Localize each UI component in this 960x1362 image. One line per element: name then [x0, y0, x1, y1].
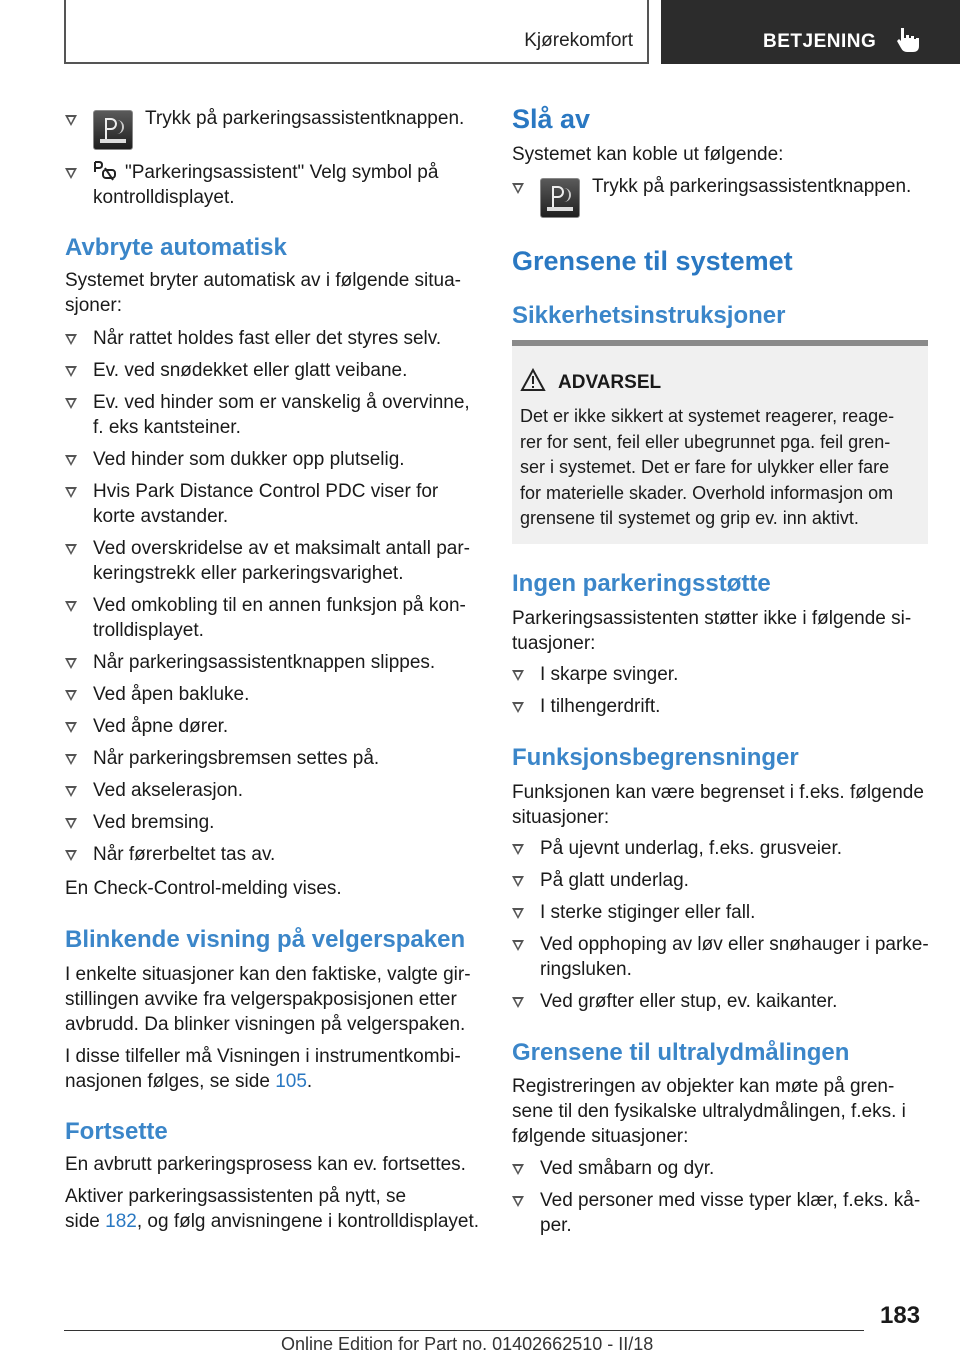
list-item-text: Ved akselerasjon.	[93, 780, 243, 801]
list-item	[65, 593, 480, 643]
right-column	[512, 0, 930, 1300]
bullet-triangle-icon	[65, 487, 77, 498]
list-item-text: Ved personer med visse typer klær, f.eks. kå-	[540, 1190, 921, 1211]
section-heading: Sikkerhetsinstruksjoner	[512, 302, 786, 329]
section-heading: Blinkende visning på velgerspaken	[65, 926, 466, 953]
list-item-text: På ujevnt underlag, f.eks. grusveier.	[540, 838, 843, 859]
bullet-triangle-icon	[65, 544, 77, 555]
list-item-text: Ved åpne dører.	[93, 716, 229, 737]
bullet-triangle-icon	[512, 183, 524, 194]
paragraph: Parkeringsassistenten støtter ikke i følgende si- tuasjoner:	[512, 608, 912, 654]
bullet-triangle-icon	[65, 818, 77, 829]
list-item-text: Ved bremsing.	[93, 812, 215, 833]
list-item-text: Ved omkobling til en annen funksjon på kon-	[93, 595, 466, 616]
list-item-text: korte avstander.	[93, 506, 229, 527]
step-text: kontrolldisplayet.	[93, 187, 235, 208]
section-heading: Funksjonsbegrensninger	[512, 744, 799, 771]
list-item	[65, 536, 480, 586]
list-item	[65, 746, 480, 771]
step-text: Trykk på parkeringsassistentknappen.	[592, 176, 912, 197]
bullet-triangle-icon	[512, 876, 524, 887]
section-heading: Slå av	[512, 104, 591, 134]
list-item-text: trolldisplayet.	[93, 620, 204, 641]
page-number: 183	[880, 1302, 921, 1329]
list-item-text: Ved åpen bakluke.	[93, 684, 250, 705]
bullet-triangle-icon	[65, 601, 77, 612]
list-item-text: ringsluken.	[540, 959, 632, 980]
list-item-text: Ev. ved hinder som er vanskelig å overvinne,	[93, 392, 470, 413]
list-item-text: per.	[540, 1215, 572, 1236]
bullet-triangle-icon	[65, 722, 77, 733]
paragraph: Aktiver parkeringsassistenten på nytt, se side 182, og følg anvisningene i kontrolldisplayet.	[65, 1186, 480, 1232]
list-item	[65, 479, 480, 529]
list-item	[65, 714, 480, 739]
parking-assist-symbol-icon	[93, 160, 117, 182]
warning-triangle-icon	[520, 368, 546, 392]
list-item-text: Når førerbeltet tas av.	[93, 844, 276, 865]
section-heading: Ingen parkeringsstøtte	[512, 570, 771, 597]
step-text: Trykk på parkeringsassistentknappen.	[145, 108, 465, 129]
list-item	[512, 836, 930, 861]
list-item	[512, 694, 930, 719]
bullet-triangle-icon	[65, 786, 77, 797]
list-item	[512, 900, 930, 925]
bullet-triangle-icon	[512, 997, 524, 1008]
paragraph: En avbrutt parkeringsprosess kan ev. fortsettes.	[65, 1154, 466, 1175]
step-text: "Parkeringsassistent" Velg symbol på	[125, 162, 439, 183]
list-item	[512, 989, 930, 1014]
list-item-text: Når parkeringsassistentknappen slippes.	[93, 652, 436, 673]
bullet-triangle-icon	[65, 455, 77, 466]
chapter-title: BETJENING	[763, 31, 877, 52]
list-item-text: Ved småbarn og dyr.	[540, 1158, 715, 1179]
list-item	[512, 1156, 930, 1181]
list-item	[65, 778, 480, 803]
list-item-text: Når parkeringsbremsen settes på.	[93, 748, 380, 769]
list-item	[65, 650, 480, 675]
list-item-text: Ev. ved snødekket eller glatt veibane.	[93, 360, 408, 381]
list-item-text: I sterke stiginger eller fall.	[540, 902, 756, 923]
bullet-triangle-icon	[65, 690, 77, 701]
list-item-text: Ved overskridelse av et maksimalt antall par-	[93, 538, 470, 559]
list-item	[65, 842, 480, 867]
list-item-text: Ved hinder som dukker opp plutselig.	[93, 449, 405, 470]
bullet-triangle-icon	[65, 334, 77, 345]
bullet-triangle-icon	[65, 115, 77, 126]
list-item-text: keringstrekk eller parkeringsvarighet.	[93, 563, 404, 584]
list-item	[65, 390, 480, 440]
page-link[interactable]: 182	[105, 1211, 137, 1232]
list-item-text: I tilhengerdrift.	[540, 696, 661, 717]
list-item	[65, 160, 480, 210]
edition-note: Online Edition for Part no. 01402662510 - II/18	[281, 1334, 654, 1354]
paragraph: Funksjonen kan være begrenset i f.eks. følgende situasjoner:	[512, 782, 924, 828]
list-item-text: Hvis Park Distance Control PDC viser for	[93, 481, 439, 502]
list-item	[65, 447, 480, 472]
section-heading: Grensene til systemet	[512, 246, 793, 276]
bullet-triangle-icon	[65, 398, 77, 409]
parking-assist-button-icon	[93, 110, 133, 150]
list-item-text: Ved opphoping av løv eller snøhauger i parke-	[540, 934, 929, 955]
list-item	[65, 358, 480, 383]
list-item	[512, 662, 930, 687]
list-item	[65, 682, 480, 707]
paragraph: I enkelte situasjoner kan den faktiske, valgte gir- stillingen avvike fra velgerspakposisjonen etter avbrudd. Da blinker visningen på velgerspaken.	[65, 964, 471, 1035]
section-heading: Grensene til ultralydmålingen	[512, 1039, 850, 1066]
list-item-text: I skarpe svinger.	[540, 664, 679, 685]
list-item	[65, 810, 480, 835]
section-title: Kjørekomfort	[524, 30, 633, 51]
paragraph: Registreringen av objekter kan møte på gren- sene til den fysikalske ultralydmålingen, f.eks. i følgende situasjoner:	[512, 1076, 906, 1147]
bullet-triangle-icon	[65, 754, 77, 765]
bullet-triangle-icon	[512, 844, 524, 855]
list-item-text: Ved grøfter eller stup, ev. kaikanter.	[540, 991, 838, 1012]
list-item	[512, 932, 930, 982]
list-item-text: Når rattet holdes fast eller det styres selv.	[93, 328, 442, 349]
bullet-triangle-icon	[65, 850, 77, 861]
footer-divider	[64, 1330, 864, 1331]
section-heading: Avbryte automatisk	[65, 234, 287, 261]
section-heading: Fortsette	[65, 1118, 168, 1145]
paragraph: Systemet bryter automatisk av i følgende situa- sjoner:	[65, 270, 461, 316]
list-item-text: På glatt underlag.	[540, 870, 689, 891]
bullet-triangle-icon	[512, 670, 524, 681]
bullet-triangle-icon	[512, 1196, 524, 1207]
bullet-triangle-icon	[512, 908, 524, 919]
bullet-triangle-icon	[65, 658, 77, 669]
left-column	[65, 0, 480, 1300]
paragraph: En Check-Control-melding vises.	[65, 878, 342, 899]
paragraph: I disse tilfeller må Visningen i instrumentkombi- nasjonen følges, se side 105.	[65, 1046, 461, 1092]
list-item	[65, 326, 480, 351]
bullet-triangle-icon	[512, 1164, 524, 1175]
bullet-triangle-icon	[65, 168, 77, 179]
list-item-text: f. eks kantsteiner.	[93, 417, 241, 438]
warning-text: Det er ikke sikkert at systemet reagerer, reage- rer for sent, feil eller ubegrunnet pga. feil gren- ser i systemet. Det er fare for ulykker eller fare for materielle skader. Overhold informasjon om grensene til systemet og grip ev. inn aktivt.	[520, 406, 895, 528]
parking-assist-button-icon	[540, 178, 580, 218]
bullet-triangle-icon	[512, 702, 524, 713]
paragraph: Systemet kan koble ut følgende:	[512, 144, 784, 165]
bullet-triangle-icon	[65, 366, 77, 377]
list-item	[512, 1188, 930, 1238]
list-item	[512, 868, 930, 893]
warning-title: ADVARSEL	[558, 372, 662, 393]
page-link[interactable]: 105	[275, 1071, 307, 1092]
warning-box	[512, 340, 928, 544]
bullet-triangle-icon	[512, 940, 524, 951]
